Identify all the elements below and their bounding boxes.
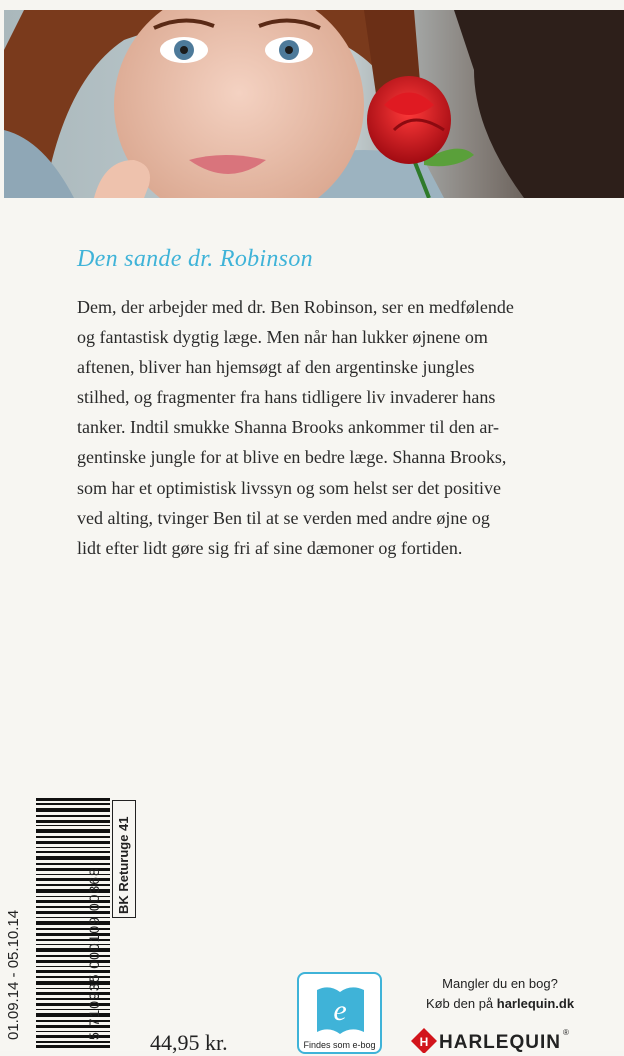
blurb-line: og fantastisk dygtig læge. Men når han lukker øjnene om [77,327,488,348]
promo-line-1: Mangler du en bog? [442,976,558,991]
price: 44,95 kr. [150,1030,228,1055]
book-title: Den sande dr. Robinson [77,246,313,272]
date-range: 01.09.14 - 05.10.14 [5,909,22,1040]
barcode-number: 5 710935 000109 00368 [86,867,102,1040]
return-week-box [112,800,136,918]
blurb-line: aftenen, bliver han hjemsøgt af den argentinske jungles [77,357,475,378]
blurb-line: tanker. Indtil smukke Shanna Brooks ankommer til den ar- [77,417,500,438]
ebook-label: Findes som e-bog [303,1040,376,1050]
promo-text [400,974,600,1014]
blurb-line: stilhed, og fragmenter fra hans tidligere liv invaderer hans [77,387,496,408]
blurb-line: gentinske jungle for at blive en bedre læge. Shanna Brooks, [77,447,507,468]
return-week-label: BK Returuge 41 [116,816,131,914]
publisher-logo [411,1026,591,1051]
blurb-line: ved alting, tvinger Ben til at se verden med andre øjne og [77,507,490,528]
blurb-line: Dem, der arbejder med dr. Ben Robinson, ser en medfølende [77,297,514,317]
promo-line-2 [400,994,600,1014]
blurb-line: lidt efter lidt gøre sig fri af sine dæmoner og fortiden. [77,537,463,558]
promo-prefix: Køb den på [425,996,497,1011]
registered-mark: ® [563,1028,569,1037]
promo-site: harlequin.dk [496,996,575,1011]
e-book-icon [313,982,368,1037]
publisher-name: HARLEQUIN [439,1032,561,1053]
ebook-badge [297,972,382,1054]
blurb-line: som har et optimistisk livssyn og som helst ser det positive [77,477,501,498]
harlequin-diamond-icon [411,1028,437,1053]
svg-text:H: H [419,1035,429,1049]
svg-text:e: e [333,994,347,1027]
book-blurb [77,292,574,563]
cover-photo [4,10,624,198]
